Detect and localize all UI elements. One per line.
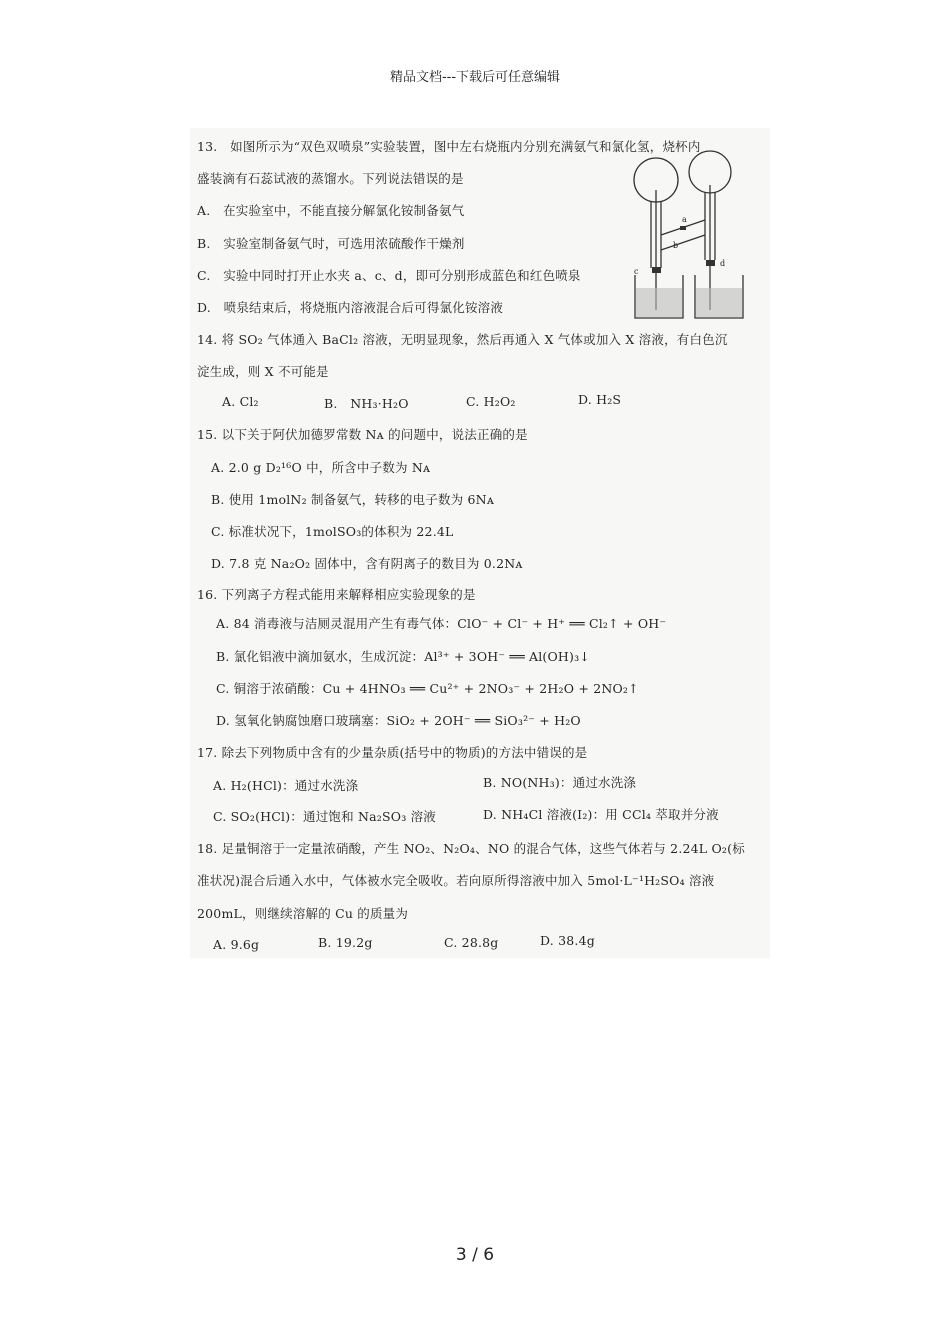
q18-option-c: C. 28.8g [444, 935, 499, 950]
q16-option-d: D. 氢氧化钠腐蚀磨口玻璃塞：SiO₂ + 2OH⁻ ══ SiO₃²⁻ + H₂O [216, 713, 581, 728]
q17-option-c: C. SO₂(HCl)：通过饱和 Na₂SO₃ 溶液 [213, 809, 436, 824]
page-header: 精品文档---下载后可任意编辑 [389, 70, 561, 85]
q14-stem-line1: 14. 将 SO₂ 气体通入 BaCl₂ 溶液，无明显现象，然后再通入 X 气体或加入 X 溶液，有白色沉 [197, 332, 728, 347]
q18-stem-line1: 18. 足量铜溶于一定量浓硝酸，产生 NO₂、N₂O₄、NO 的混合气体，这些气体若与 2.24L O₂(标 [197, 841, 745, 856]
q16-option-a: A. 84 消毒液与洁厕灵混用产生有毒气体：ClO⁻ + Cl⁻ + H⁺ ══ Cl₂↑ + OH⁻ [216, 616, 667, 631]
q14-option-b: B. NH₃·H₂O [324, 396, 409, 411]
q15-option-b: B. 使用 1molN₂ 制备氨气，转移的电子数为 6Nᴀ [211, 492, 495, 507]
q17-stem: 17. 除去下列物质中含有的少量杂质(括号中的物质)的方法中错误的是 [197, 745, 588, 760]
label-d: d [720, 259, 726, 268]
q17-option-a: A. H₂(HCl)：通过水洗涤 [213, 778, 359, 793]
q17-option-b: B. NO(NH₃)：通过水洗涤 [483, 775, 637, 790]
q13-stem-line1: 13. 如图所示为“双色双喷泉”实验装置，图中左右烧瓶内分别充满氨气和氯化氢，烧杯内 [197, 139, 701, 154]
fountain-apparatus-figure [625, 150, 770, 325]
q18-stem-line2: 准状况)混合后通入水中，气体被水完全吸收。若向原所得溶液中加入 5mol·L⁻¹H₂SO₄ 溶液 [197, 873, 715, 888]
q15-option-a: A. 2.0 g D₂¹⁶O 中，所含中子数为 Nᴀ [211, 460, 431, 475]
q13-option-a: A. 在实验室中，不能直接分解氯化铵制备氨气 [197, 203, 465, 218]
q14-stem-line2: 淀生成，则 X 不可能是 [197, 364, 329, 379]
label-b: b [673, 241, 679, 250]
q14-option-a: A. Cl₂ [222, 394, 259, 409]
q18-option-b: B. 19.2g [318, 935, 373, 950]
label-a: a [682, 215, 687, 224]
q13-option-b: B. 实验室制备氨气时，可选用浓硫酸作干燥剂 [197, 236, 465, 251]
q16-option-b: B. 氯化铝液中滴加氨水，生成沉淀：Al³⁺ + 3OH⁻ ══ Al(OH)₃↓ [216, 649, 590, 664]
q15-stem: 15. 以下关于阿伏加德罗常数 Nᴀ 的问题中，说法正确的是 [197, 427, 528, 442]
q13-option-d: D. 喷泉结束后，将烧瓶内溶液混合后可得氯化铵溶液 [197, 300, 504, 315]
q18-option-a: A. 9.6g [213, 937, 260, 952]
q18-stem-line3: 200mL，则继续溶解的 Cu 的质量为 [197, 906, 409, 921]
q15-option-d: D. 7.8 克 Na₂O₂ 固体中，含有阴离子的数目为 0.2Nᴀ [211, 556, 523, 571]
q15-option-c: C. 标准状况下，1molSO₃的体积为 22.4L [211, 524, 454, 539]
q16-stem: 16. 下列离子方程式能用来解释相应实验现象的是 [197, 587, 476, 602]
q16-option-c: C. 铜溶于浓硝酸：Cu + 4HNO₃ ══ Cu²⁺ + 2NO₃⁻ + 2H₂O + 2NO₂↑ [216, 681, 639, 696]
q14-option-d: D. H₂S [578, 392, 622, 407]
q13-stem-line2: 盛装滴有石蕊试液的蒸馏水。下列说法错误的是 [197, 171, 464, 186]
page-number: 3 / 6 [455, 1245, 495, 1265]
q17-option-d: D. NH₄Cl 溶液(I₂)：用 CCl₄ 萃取并分液 [483, 807, 719, 822]
q18-option-d: D. 38.4g [540, 933, 595, 948]
q14-option-c: C. H₂O₂ [466, 394, 516, 409]
label-c: c [634, 267, 639, 276]
q13-option-c: C. 实验中同时打开止水夹 a、c、d，即可分别形成蓝色和红色喷泉 [197, 268, 581, 283]
